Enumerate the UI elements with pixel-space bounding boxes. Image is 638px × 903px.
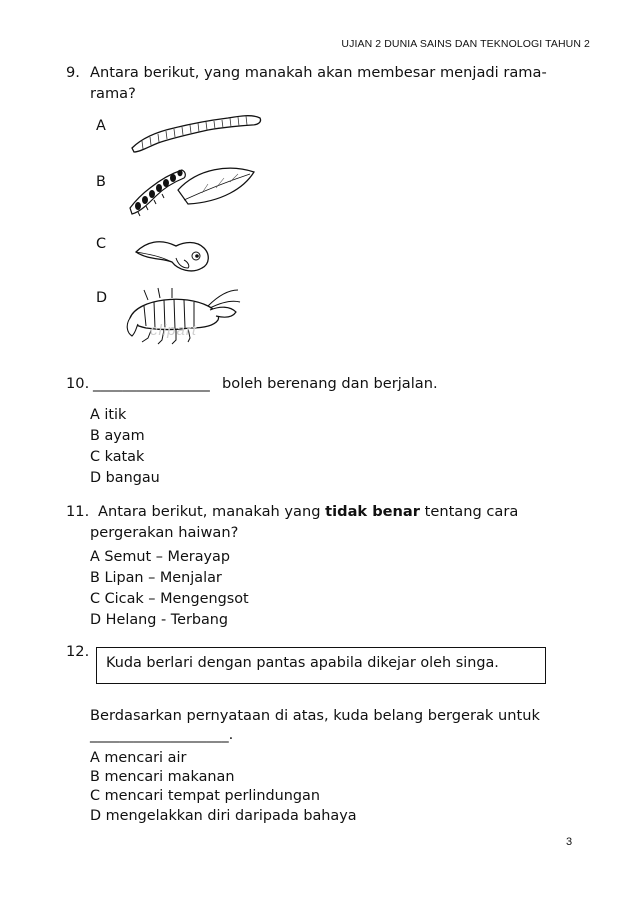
- q9-option-b-letter[interactable]: B: [96, 174, 106, 190]
- question-9-text-line1: Antara berikut, yang manakah akan membesar menjadi rama-: [90, 64, 547, 81]
- page-number: 3: [566, 836, 573, 848]
- question-9-text-line2: rama?: [90, 85, 136, 102]
- q11-option-b[interactable]: B Lipan – Menjalar: [90, 570, 222, 586]
- question-12-answer-blank[interactable]: ___________________.: [90, 726, 234, 743]
- question-12-number: 12.: [66, 643, 90, 660]
- statement-text: Kuda berlari dengan pantas apabila dikejar oleh singa.: [106, 655, 499, 671]
- q11-option-a[interactable]: A Semut – Merayap: [90, 549, 231, 565]
- question-11-text-line1: [98, 501, 618, 522]
- q10-option-c[interactable]: C katak: [90, 449, 145, 465]
- q12-option-a[interactable]: A mencari air: [90, 750, 187, 766]
- q9-option-c-letter[interactable]: C: [96, 236, 107, 252]
- q11-option-c[interactable]: C Cicak – Mengengsot: [90, 591, 249, 607]
- q10-option-d[interactable]: D bangau: [90, 470, 160, 486]
- question-11-text-after: tentang cara: [419, 503, 519, 520]
- q9-option-d-letter[interactable]: D: [96, 290, 108, 306]
- question-9-number: 9.: [66, 64, 80, 81]
- watermark: clipart: [150, 322, 198, 339]
- q12-option-d[interactable]: D mengelakkan diri daripada bahaya: [90, 808, 357, 824]
- q10-option-a[interactable]: A itik: [90, 407, 127, 423]
- page-header: UJIAN 2 DUNIA SAINS DAN TEKNOLOGI TAHUN 2: [341, 38, 590, 50]
- question-11-text-line2: pergerakan haiwan?: [90, 524, 239, 541]
- question-11-text-bold: tidak benar: [325, 503, 420, 520]
- question-10-number: 10.: [66, 375, 90, 392]
- statement-box: [96, 647, 546, 684]
- question-10-answer-blank[interactable]: ________________: [93, 375, 210, 392]
- question-11-text-before: Antara berikut, manakah yang: [98, 503, 326, 520]
- q12-option-b[interactable]: B mencari makanan: [90, 769, 235, 785]
- q9-option-a-letter[interactable]: A: [96, 118, 106, 134]
- q11-option-d[interactable]: D Helang - Terbang: [90, 612, 229, 628]
- question-12-text-line1: Berdasarkan pernyataan di atas, kuda belang bergerak untuk: [90, 707, 540, 724]
- caterpillar-icon: [126, 160, 258, 216]
- question-10-text: boleh berenang dan berjalan.: [222, 375, 438, 392]
- tadpole-icon: [132, 234, 212, 274]
- q10-option-b[interactable]: B ayam: [90, 428, 145, 444]
- worm-icon: [128, 108, 264, 156]
- q12-option-c[interactable]: C mencari tempat perlindungan: [90, 788, 320, 804]
- question-11-number: 11.: [66, 503, 90, 520]
